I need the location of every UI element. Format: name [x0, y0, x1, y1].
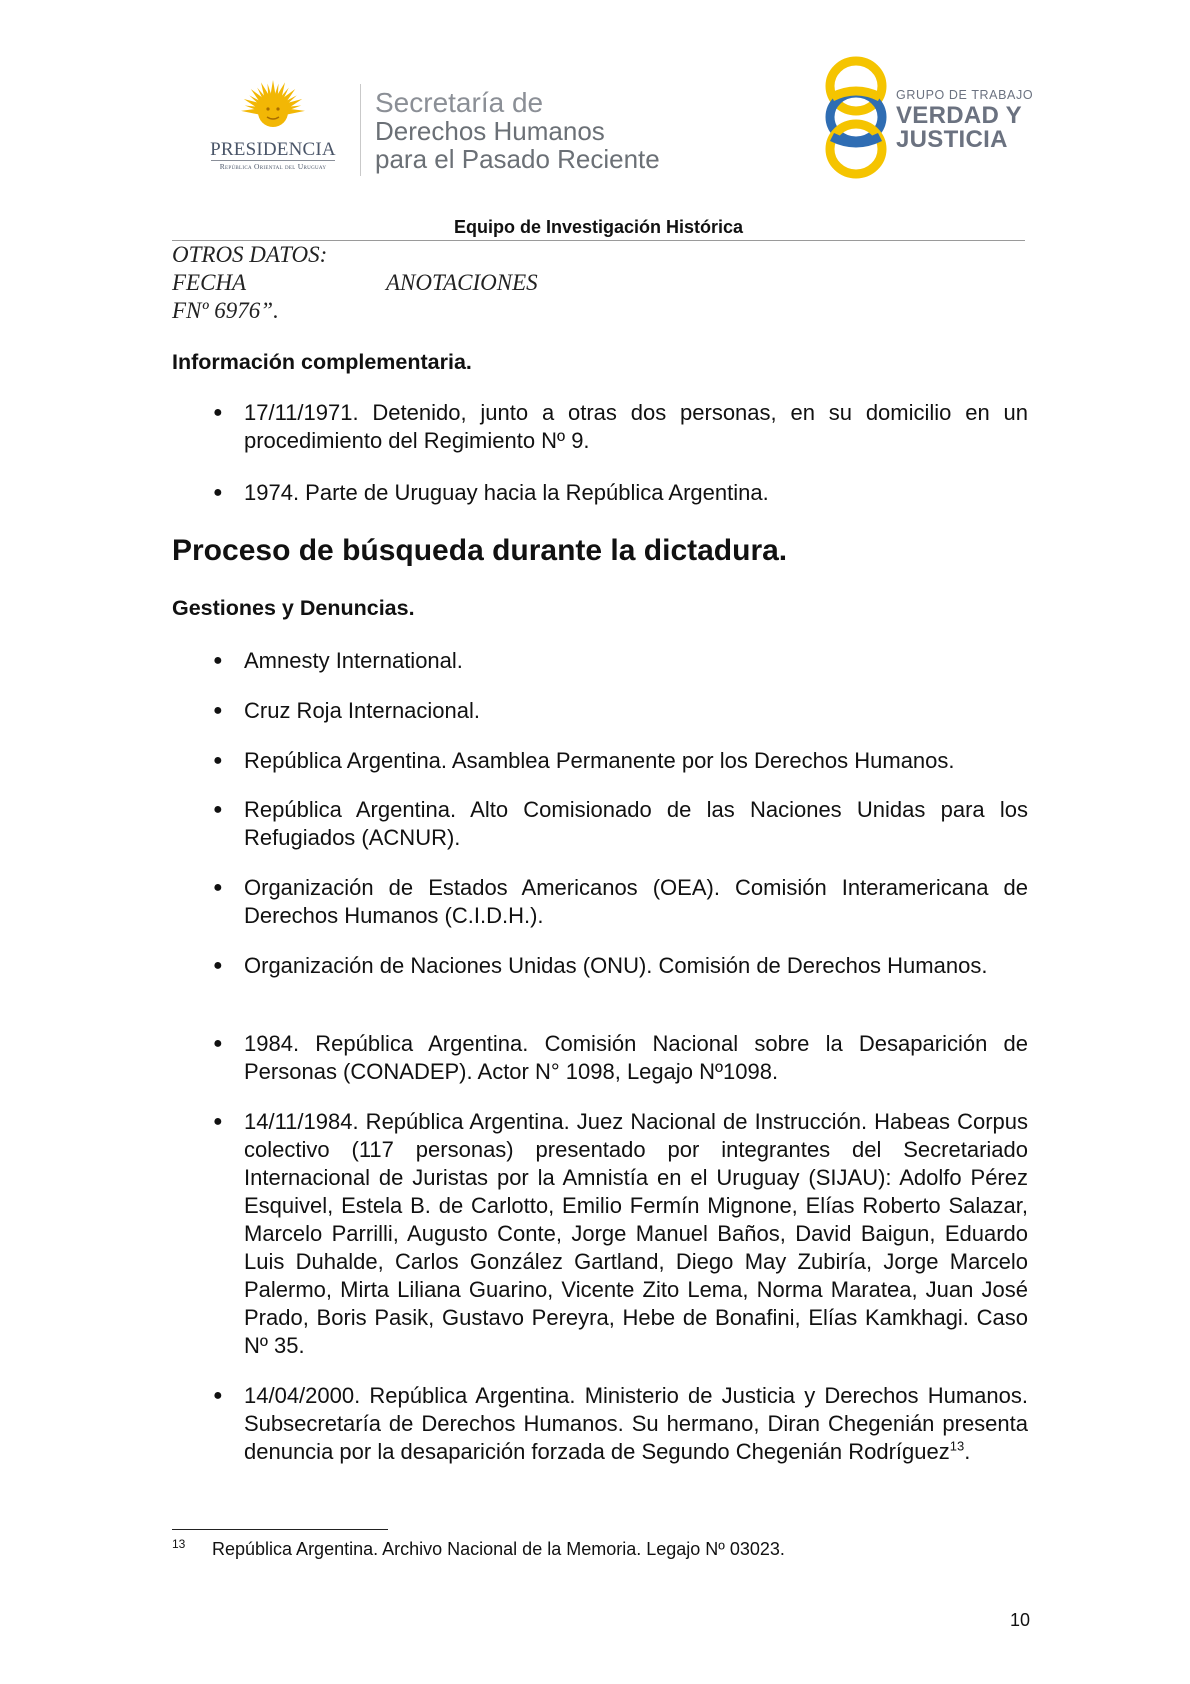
secretaria-line-3: para el Pasado Reciente	[375, 144, 660, 174]
bullet-icon: ●	[213, 879, 223, 896]
bullet-icon: ●	[213, 404, 223, 421]
bullet-icon: ●	[213, 652, 223, 669]
footnote-rule	[172, 1529, 388, 1530]
vyj-title-line-2: JUSTICIA	[896, 126, 1008, 153]
bullet-icon: ●	[213, 1113, 223, 1130]
gestion-item-last	[244, 1382, 1028, 1466]
gestion-item: 14/11/1984. República Argentina. Juez Nacional de Instrucción. Habeas Corpus colectivo (117 personas) presentado por integrantes del Secretariado Internacional de Juristas por la Amnistía en el Uruguay (SIJAU): Adolfo Pérez Esquivel, Estela B. de Carlotto, Emilio Fermín Mignone, Elías Roberto Salazar, Marcelo Parrilli, Augusto Conte, Jorge Manuel Baños, David Baigun, Eduardo Luis Duhalde, Carlos González Gartland, Diego May Zubiría, Jorge Marcelo Palermo, Mirta Liliana Guarino, Vicente Zito Lema, Norma Maratea, Juan José Prado, Boris Pasik, Gustavo Pereyra, Hebe de Bonafini, Elías Kamkhagi. Caso Nº 35.	[244, 1109, 1028, 1358]
presidencia-text: PRESIDENCIA	[210, 139, 336, 160]
gestion-item: República Argentina. Alto Comisionado de las Naciones Unidas para los Refugiados (ACNUR).	[244, 797, 1028, 850]
gestion-item: Organización de Naciones Unidas (ONU). Comisión de Derechos Humanos.	[244, 953, 988, 978]
presidencia-rule	[211, 160, 335, 161]
bullet-icon: ●	[213, 484, 223, 501]
presidencia-subtitle: República Oriental del Uruguay	[219, 162, 327, 171]
header-rule	[172, 240, 1025, 241]
fecha-label: FECHA	[172, 270, 247, 295]
gestion-item: Organización de Estados Americanos (OEA). Comisión Interamericana de Derechos Humanos (C.I.D.H.).	[244, 875, 1028, 928]
gestiones-heading: Gestiones y Denuncias.	[172, 596, 415, 620]
verdad-justicia-logo	[820, 55, 1050, 180]
secretaria-line-2: Derechos Humanos	[375, 116, 605, 146]
bullet-icon: ●	[213, 752, 223, 769]
gestion-item: República Argentina. Asamblea Permanente por los Derechos Humanos.	[244, 748, 955, 773]
team-title: Equipo de Investigación Histórica	[453, 217, 744, 237]
sun-icon	[231, 78, 315, 140]
presidencia-logo	[193, 78, 353, 178]
bullet-icon: ●	[213, 957, 223, 974]
bullet-icon: ●	[213, 702, 223, 719]
gestion-item: 1984. República Argentina. Comisión Nacional sobre la Desaparición de Personas (CONADEP). Actor N° 1098, Legajo Nº1098.	[244, 1031, 1028, 1084]
vyj-subtitle: GRUPO DE TRABAJO	[896, 88, 1034, 102]
gestion-item-text: 14/04/2000. República Argentina. Ministerio de Justicia y Derechos Humanos. Subsecretaría de Derechos Humanos. Su hermano, Diran Chegenián presenta denuncia por la desaparición forzada de Segundo Chegenián Rodríguez	[244, 1383, 1028, 1464]
bullet-icon: ●	[213, 1387, 223, 1404]
footnote-ref: 13	[949, 1438, 965, 1454]
bullet-icon: ●	[213, 1035, 223, 1052]
vyj-title-line-1: VERDAD Y	[896, 102, 1022, 129]
fn-number: FNº 6976”.	[172, 298, 279, 323]
gestion-item: Cruz Roja Internacional.	[244, 698, 481, 723]
bullet-icon: ●	[213, 801, 223, 818]
footnote-number: 13	[172, 1537, 186, 1551]
gestion-item: Amnesty International.	[244, 648, 463, 673]
info-item: 1974. Parte de Uruguay hacia la República Argentina.	[244, 480, 769, 505]
footnote-text: República Argentina. Archivo Nacional de la Memoria. Legajo Nº 03023.	[212, 1539, 785, 1559]
info-item: 17/11/1971. Detenido, junto a otras dos personas, en su domicilio en un procedimiento del Regimiento Nº 9.	[244, 400, 1028, 453]
info-heading: Información complementaria.	[172, 350, 472, 374]
main-heading: Proceso de búsqueda durante la dictadura.	[172, 534, 788, 567]
gestion-item-end: .	[964, 1439, 971, 1464]
anotaciones-label: ANOTACIONES	[386, 270, 538, 295]
page-number: 10	[1010, 1610, 1031, 1630]
header-divider	[360, 84, 361, 176]
otros-datos-label: OTROS DATOS:	[172, 242, 328, 267]
linked-rings-icon	[820, 55, 896, 180]
secretaria-title	[375, 89, 735, 173]
secretaria-line-1: Secretaría de	[375, 87, 544, 118]
